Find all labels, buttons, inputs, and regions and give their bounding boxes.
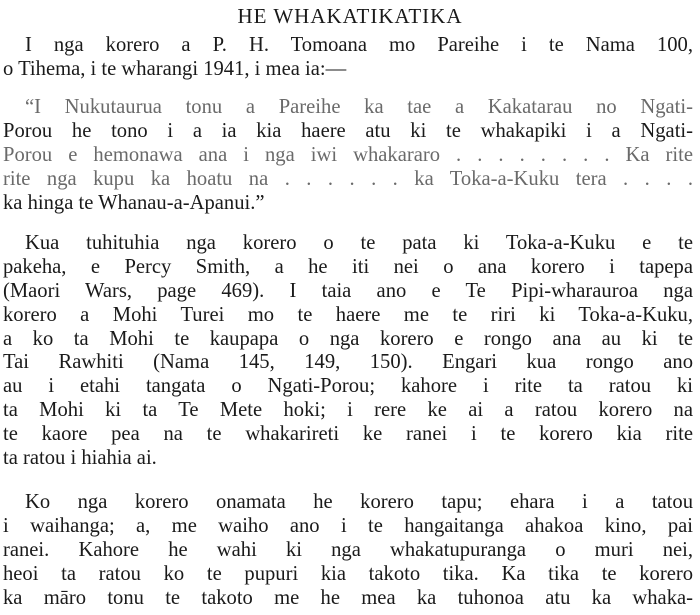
text-line: Porou he tono i a ia kia haere atu ki te whakapiki i a Ngati-: [3, 119, 693, 142]
text-line: “I Nukutaurua tonu a Pareihe ka tae a Kakatarau no Ngati-: [25, 96, 693, 118]
text-line: ranei. Kahore he wahi ki nga whakatupuranga o muri nei,: [3, 538, 693, 561]
paragraph-body-1: [3, 232, 693, 471]
text-line: ka māro tonu te takoto me he mea ka tuhonoa atu ka whaka-: [3, 586, 693, 609]
text-line: a ko ta Mohi te kaupapa o nga korero e rongo ana au ki te: [3, 327, 693, 350]
paragraph-intro: [3, 34, 693, 82]
text-line: Porou e hemonawa ana i nga iwi whakararo . . . . . . . . Ka rite: [3, 143, 693, 166]
text-line: Kua tuhituhia nga korero o te pata ki Toka-a-Kuku e te: [25, 232, 693, 254]
text-line: ka hinga te Whanau-a-Apanui.”: [3, 191, 265, 214]
text-line: pakeha, e Percy Smith, a he iti nei o ana korero i tapepa: [3, 255, 693, 278]
text-line: te kaore pea na te whakarireti ke ranei i te korero kia rite: [3, 423, 693, 446]
text-line: Tai Rawhiti (Nama 145, 149, 150). Engari kua rongo ano: [3, 351, 693, 374]
paragraph-quotation: [3, 96, 693, 215]
text-line: (Maori Wars, page 469). I taia ano e Te Pipi-wharauroa nga: [3, 279, 693, 302]
paragraph-body-2: [3, 491, 693, 610]
text-line: heoi ta ratou ko te pupuri kia takoto tika. Ka tika te korero: [3, 562, 693, 585]
text-line: korero a Mohi Turei mo te haere me te riri ki Toka-a-Kuku,: [3, 303, 693, 326]
text-line: i waihanga; a, me waiho ano i te hangaitanga ahakoa kino, pai: [3, 514, 693, 537]
text-line: Ko nga korero onamata he korero tapu; ehara i a tatou: [25, 491, 693, 513]
text-line: ta Mohi ki ta Te Mete hoki; i rere ke ai a ratou korero na: [3, 399, 693, 422]
text-line: ta ratou i hiahia ai.: [3, 447, 157, 470]
text-line: au i etahi tangata o Ngati-Porou; kahore i rite ta ratou ki: [3, 375, 693, 398]
text-line: rite nga kupu ka hoatu na . . . . . . ka Toka-a-Kuku tera . . . .: [3, 167, 693, 190]
text-line: o Tihema, i te wharangi 1941, i mea ia:—: [3, 57, 347, 80]
page-title: HE WHAKATIKATIKA: [237, 4, 463, 28]
text-line: I nga korero a P. H. Tomoana mo Pareihe i te Nama 100,: [25, 34, 693, 56]
